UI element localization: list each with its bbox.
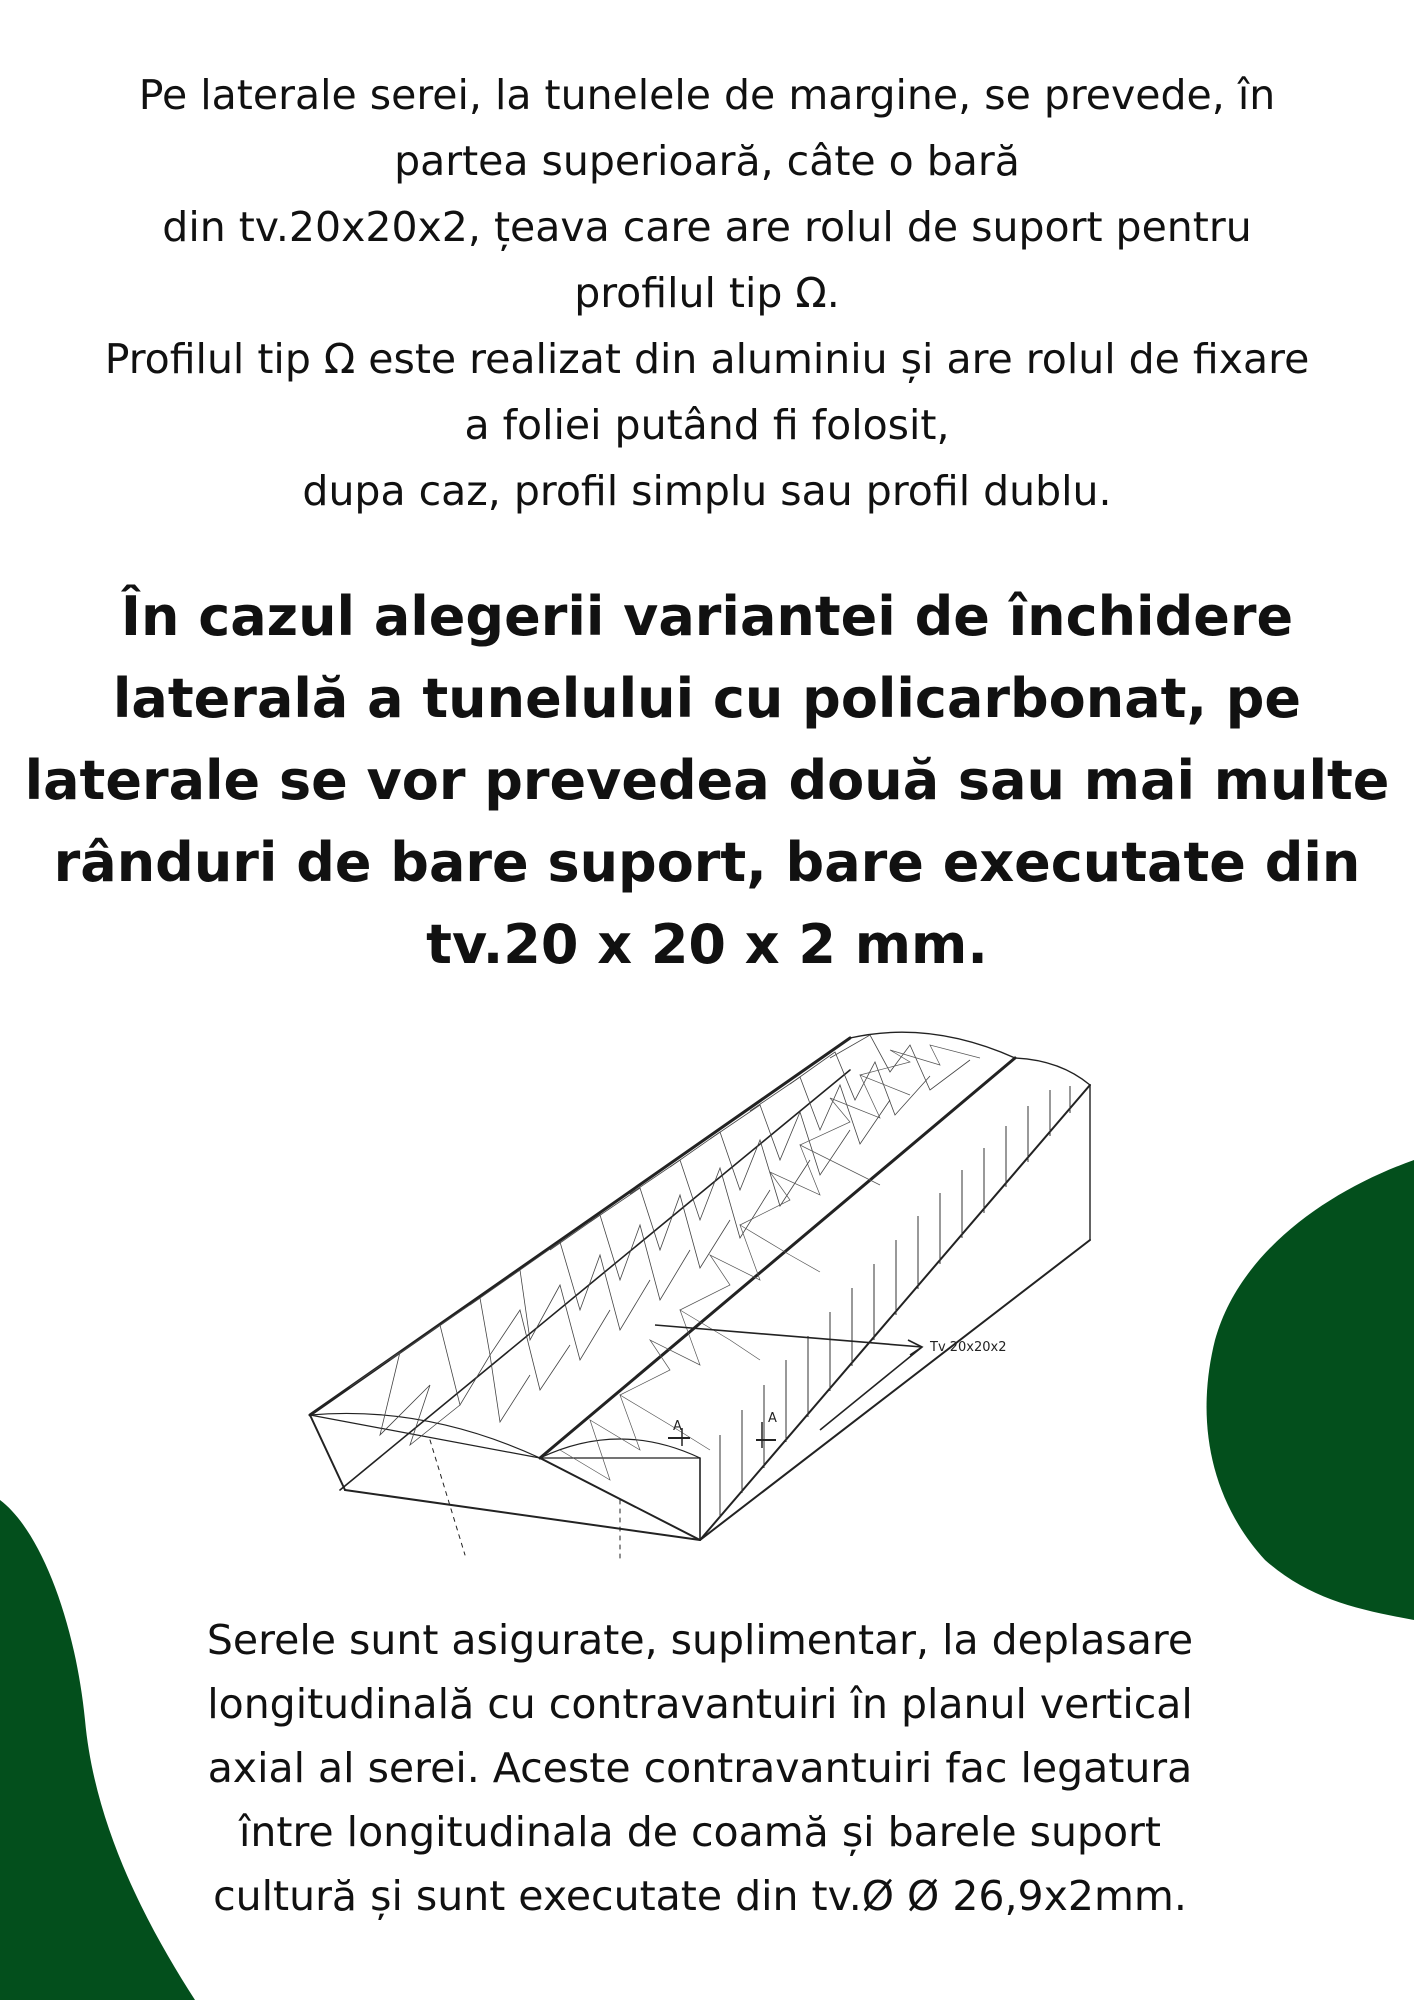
callout-leaders <box>655 1325 922 1430</box>
right-green-blob <box>1207 1160 1414 1620</box>
greenhouse-tunnel-drawing <box>290 1010 1120 1570</box>
heading-line: În cazul alegerii variantei de închidere <box>120 585 1294 648</box>
section-mark-left <box>668 1419 690 1446</box>
heading-line: laterală a tunelului cu policarbonat, pe <box>112 667 1302 730</box>
closing-line: axial al serei. Aceste contravantuiri fac legatura <box>207 1744 1193 1792</box>
intro-line: profilul tip Ω. <box>574 269 840 317</box>
tube-callout-label: Tv 20x20x2 <box>930 1340 1007 1355</box>
right-eave-beam <box>700 1085 1090 1540</box>
svg-text:A: A <box>673 1419 682 1434</box>
emphasis-heading <box>20 576 1394 986</box>
intro-paragraph <box>20 62 1394 524</box>
closing-line: Serele sunt asigurate, suplimentar, la deplasare <box>206 1616 1194 1664</box>
right-ground-line <box>700 1240 1090 1540</box>
intro-line: dupa caz, profil simplu sau profil dublu. <box>302 467 1112 515</box>
right-side-posts <box>720 1086 1070 1518</box>
intro-line: Pe laterale serei, la tunelele de margine, se prevede, în <box>138 71 1276 119</box>
intro-line: partea superioară, câte o bară <box>394 137 1020 185</box>
intro-line: Profilul tip Ω este realizat din aluminiu și are rolul de fixare <box>104 335 1310 383</box>
heading-line: tv.20 x 20 x 2 mm. <box>426 913 988 976</box>
closing-line: longitudinală cu contravantuiri în planul vertical <box>207 1680 1193 1728</box>
intro-line: din tv.20x20x2, țeava care are rolul de suport pentru <box>162 203 1252 251</box>
section-mark-right <box>756 1411 777 1448</box>
svg-text:A: A <box>768 1411 777 1426</box>
intro-line: a foliei putând fi folosit, <box>464 401 950 449</box>
tunnel-frame <box>310 1032 1090 1560</box>
closing-paragraph <box>120 1608 1280 1928</box>
mid-ridge-beam <box>540 1058 1015 1458</box>
closing-line: cultură și sunt executate din tv.Ø Ø 26,9x2mm. <box>213 1872 1187 1920</box>
closing-line: între longitudinala de coamă și barele suport <box>239 1808 1161 1856</box>
bottom-ground-line <box>340 1070 850 1490</box>
heading-line: rânduri de bare suport, bare executate din <box>53 831 1361 894</box>
heading-line: laterale se vor prevedea două sau mai multe <box>24 749 1390 812</box>
